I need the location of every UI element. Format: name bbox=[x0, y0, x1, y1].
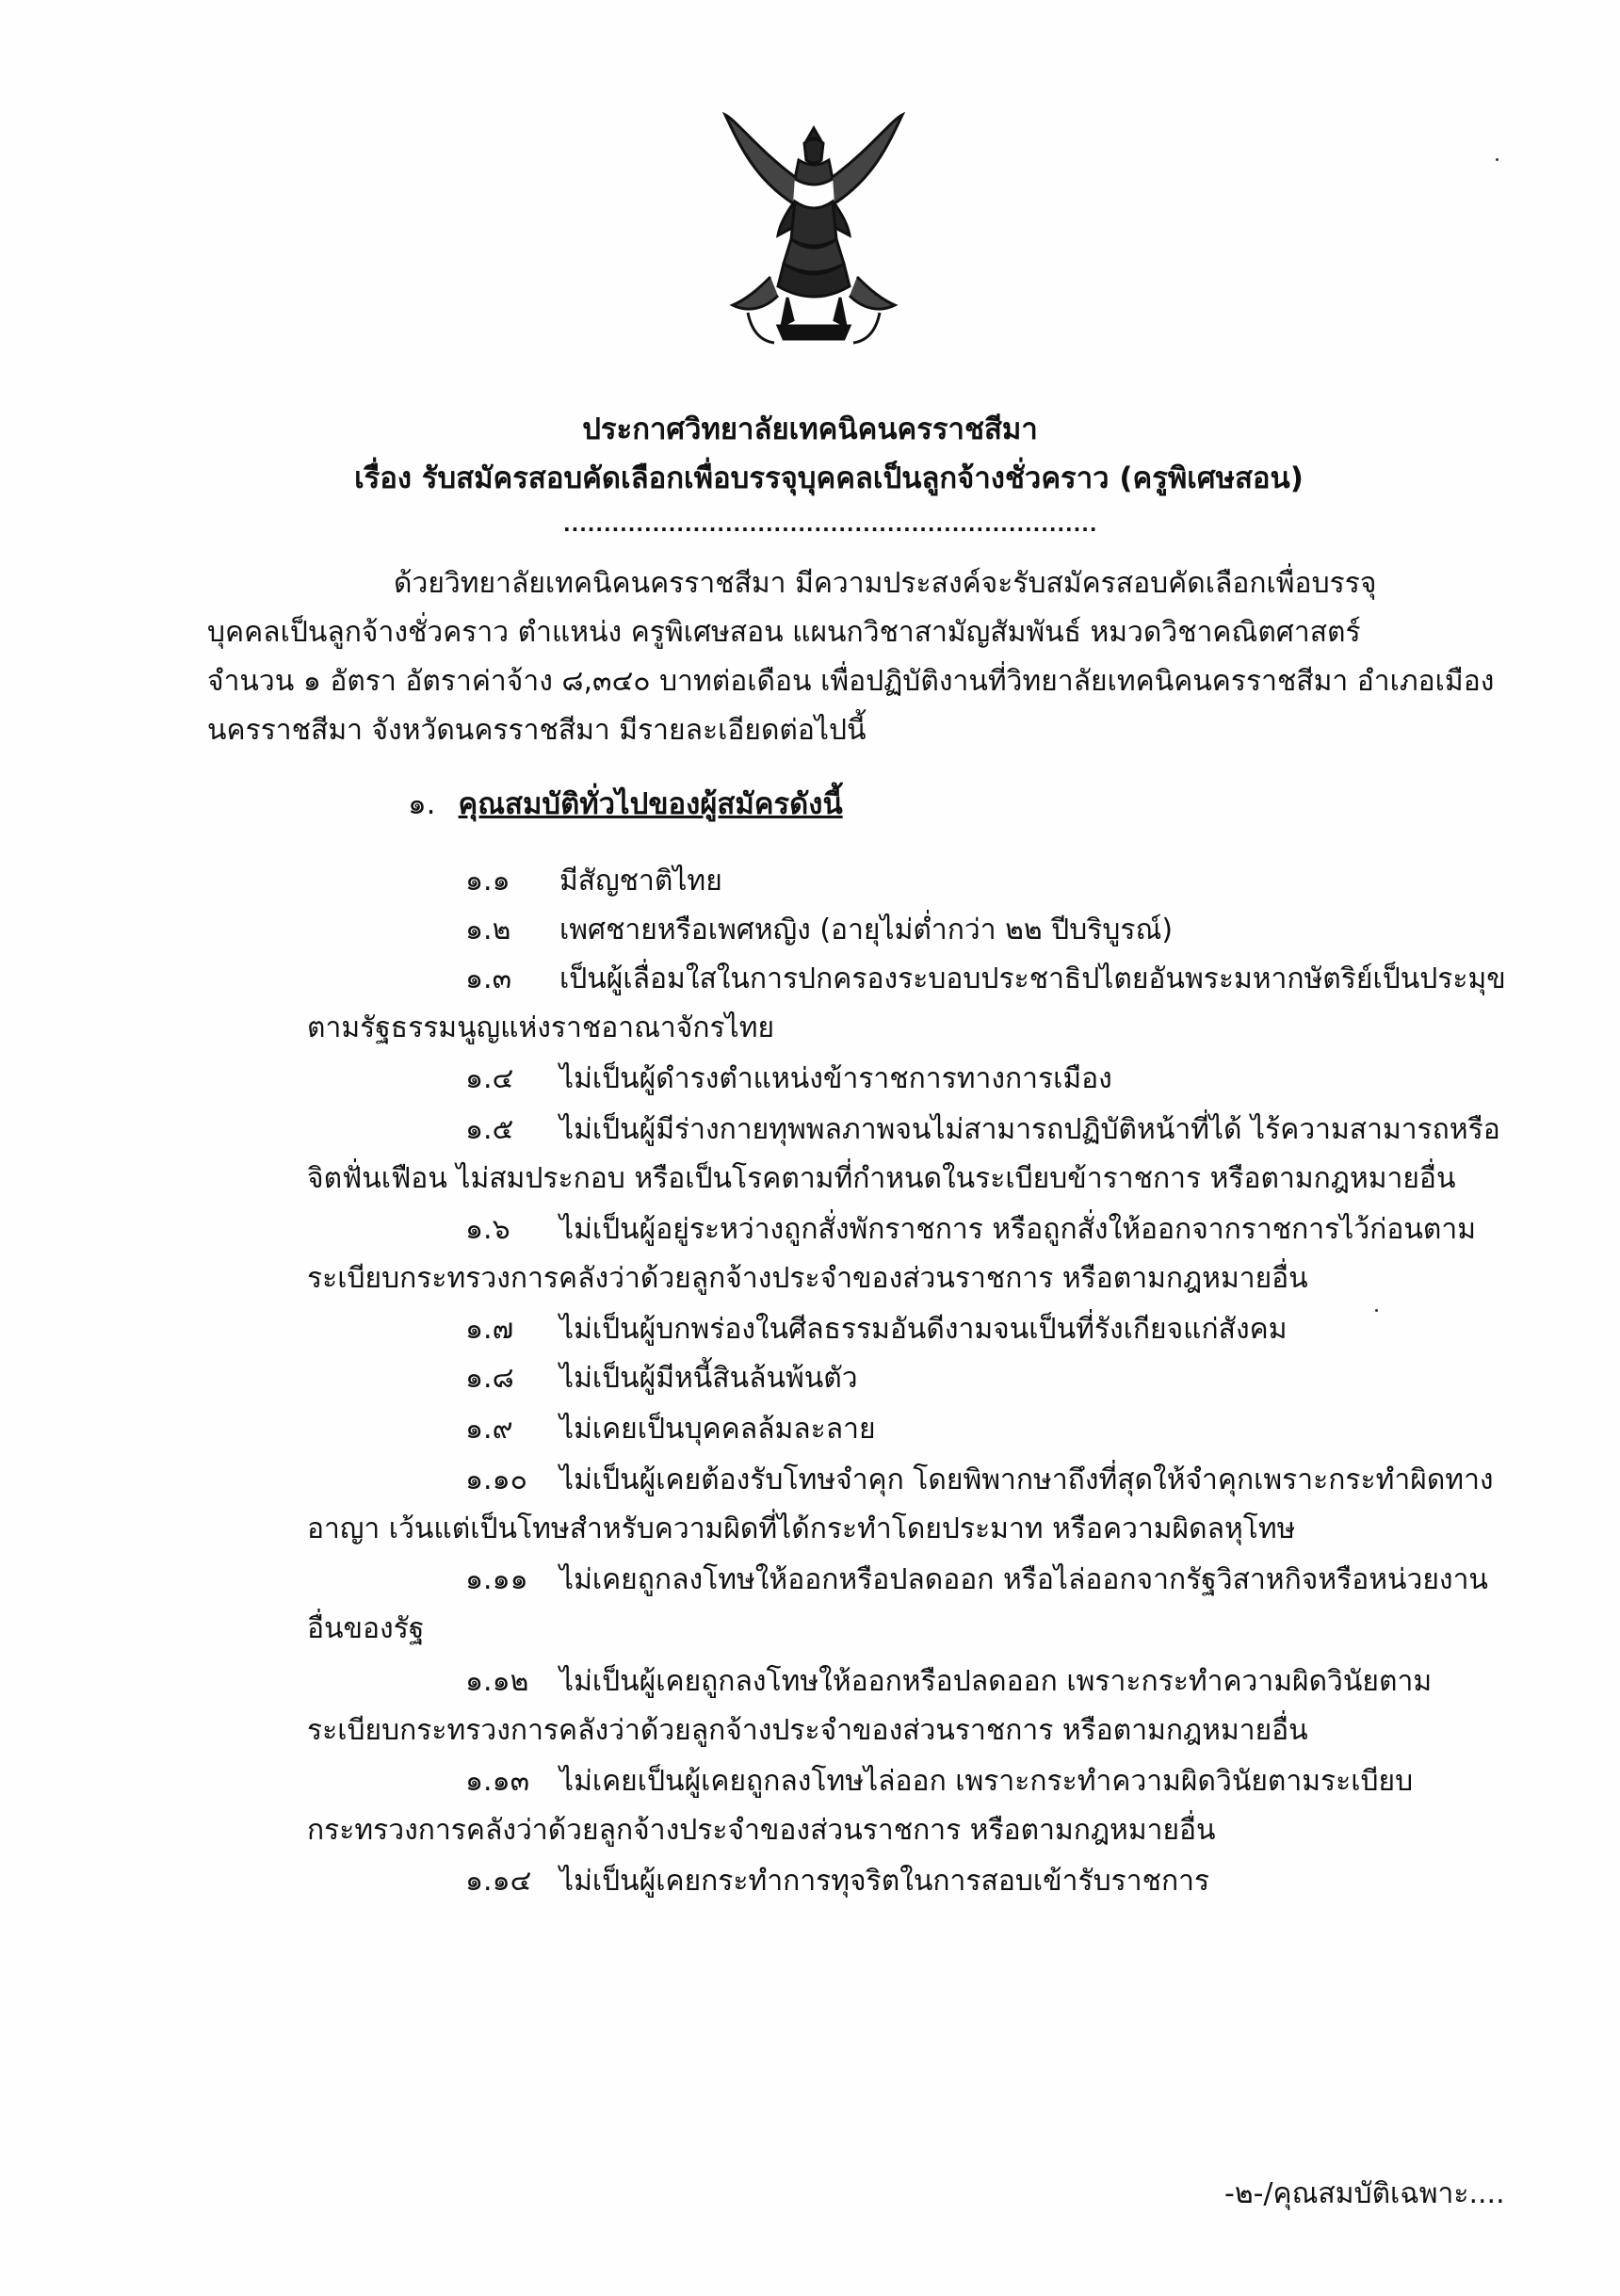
list-item: ๑.๗ ไม่เป็นผู้บกพร่องในศีลธรรมอันดีงามจนเป็นที่รังเกียจแก่สังคม bbox=[465, 1313, 1288, 1346]
intro-line-3: จำนวน ๑ อัตรา อัตราค่าจ้าง ๘,๓๔๐ บาทต่อเดือน เพื่อปฏิบัติงานที่วิทยาลัยเทคนิคนครราชสีมา อำเภอเมือง bbox=[207, 665, 1495, 698]
announcement-title: ประกาศวิทยาลัยเทคนิคนครราชสีมา bbox=[582, 412, 1038, 446]
intro-line-1: ด้วยวิทยาลัยเทคนิคนครราชสีมา มีความประสงค์จะรับสมัครสอบคัดเลือกเพื่อบรรจุ bbox=[394, 567, 1377, 600]
list-item: ๑.๙ ไม่เคยเป็นบุคคลล้มละลาย bbox=[465, 1413, 876, 1446]
intro-line-2: บุคคลเป็นลูกจ้างชั่วคราว ตำแหน่ง ครูพิเศษสอน แผนกวิชาสามัญสัมพันธ์ หมวดวิชาคณิตศาสตร์ bbox=[207, 616, 1361, 649]
list-item: ๑.๖ ไม่เป็นผู้อยู่ระหว่างถูกสั่งพักราชการ หรือถูกสั่งให้ออกจากราชการไว้ก่อนตาม bbox=[465, 1213, 1476, 1246]
section-title: คุณสมบัติทั่วไปของผู้สมัครดังนี้ bbox=[458, 787, 843, 821]
list-item: ๑.๘ ไม่เป็นผู้มีหนี้สินล้นพ้นตัว bbox=[465, 1362, 858, 1395]
garuda-emblem-icon bbox=[720, 111, 908, 351]
list-item-continuation: อื่นของรัฐ bbox=[307, 1612, 425, 1645]
list-item: ๑.๒ เพศชายหรือเพศหญิง (อายุไม่ต่ำกว่า ๒๒ ปีบริบูรณ์) bbox=[465, 914, 1174, 946]
list-item: ๑.๔ ไม่เป็นผู้ดำรงตำแหน่งข้าราชการทางการเมือง bbox=[465, 1062, 1112, 1095]
section-number: ๑. bbox=[408, 787, 436, 821]
separator-line: .................................................................. bbox=[563, 513, 1098, 536]
list-item: ๑.๑ มีสัญชาติไทย bbox=[465, 865, 722, 897]
list-item: ๑.๑๒ ไม่เป็นผู้เคยถูกลงโทษให้ออกหรือปลดออก เพราะกระทำความผิดวินัยตาม bbox=[465, 1665, 1433, 1698]
intro-line-4: นครราชสีมา จังหวัดนครราชสีมา มีรายละเอียดต่อไปนี้ bbox=[207, 714, 867, 747]
scan-speck bbox=[1375, 1309, 1378, 1312]
page-continuation-note: -๒-/คุณสมบัติเฉพาะ.... bbox=[1224, 2177, 1505, 2210]
list-item-continuation: ตามรัฐธรรมนูญแห่งราชอาณาจักรไทย bbox=[307, 1011, 775, 1044]
announcement-subject: เรื่อง รับสมัครสอบคัดเลือกเพื่อบรรจุบุคคลเป็นลูกจ้างชั่วคราว (ครูพิเศษสอน) bbox=[354, 461, 1304, 495]
list-item-continuation: ระเบียบกระทรวงการคลังว่าด้วยลูกจ้างประจำของส่วนราชการ หรือตามกฎหมายอื่น bbox=[307, 1262, 1308, 1295]
list-item-continuation: จิตฟั่นเฟือน ไม่สมประกอบ หรือเป็นโรคตามที่กำหนดในระเบียบข้าราชการ หรือตามกฎหมายอื่น bbox=[307, 1162, 1456, 1195]
list-item-continuation: ระเบียบกระทรวงการคลังว่าด้วยลูกจ้างประจำของส่วนราชการ หรือตามกฎหมายอื่น bbox=[307, 1714, 1308, 1747]
list-item-continuation: กระทรวงการคลังว่าด้วยลูกจ้างประจำของส่วนราชการ หรือตามกฎหมายอื่น bbox=[307, 1814, 1216, 1847]
section-1-heading bbox=[408, 784, 843, 825]
list-item-continuation: อาญา เว้นแต่เป็นโทษสำหรับความผิดที่ได้กระทำโดยประมาท หรือความผิดลหุโทษ bbox=[307, 1512, 1296, 1545]
list-item: ๑.๑๔ ไม่เป็นผู้เคยกระทำการทุจริตในการสอบเข้ารับราชการ bbox=[465, 1865, 1210, 1898]
list-item: ๑.๑๓ ไม่เคยเป็นผู้เคยถูกลงโทษไล่ออก เพราะกระทำความผิดวินัยตามระเบียบ bbox=[465, 1765, 1414, 1798]
list-item: ๑.๕ ไม่เป็นผู้มีร่างกายทุพพลภาพจนไม่สามารถปฏิบัติหน้าที่ได้ ไร้ความสามารถหรือ bbox=[465, 1113, 1500, 1146]
list-item: ๑.๑๐ ไม่เป็นผู้เคยต้องรับโทษจำคุก โดยพิพากษาถึงที่สุดให้จำคุกเพราะกระทำผิดทาง bbox=[465, 1463, 1494, 1496]
scan-speck bbox=[1496, 158, 1498, 161]
list-item: ๑.๑๑ ไม่เคยถูกลงโทษให้ออกหรือปลดออก หรือไล่ออกจากรัฐวิสาหกิจหรือหน่วยงาน bbox=[465, 1563, 1488, 1596]
list-item: ๑.๓ เป็นผู้เลื่อมใสในการปกครองระบอบประชาธิปไตยอันพระมหากษัตริย์เป็นประมุข bbox=[465, 962, 1506, 995]
